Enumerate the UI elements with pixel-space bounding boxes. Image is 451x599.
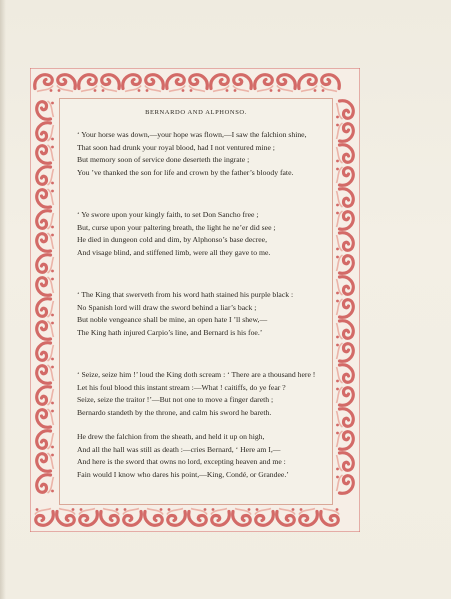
text-panel: [59, 98, 333, 505]
verse-line: But memory soon of service done deserteth the ingrate ;: [77, 155, 250, 164]
binding-shadow: [0, 0, 6, 599]
verse-line: But, curse upon your paltering breath, the light he ne’er did see ;: [77, 222, 276, 232]
verse-line: No Spanish lord will draw the sword behind a liar’s back ;: [77, 302, 257, 312]
verse-line: And all the hall was still as death :—cries Bernard, ‘ Here am I,—: [77, 444, 281, 454]
stanza-4: [77, 369, 339, 419]
verse-line: Let his foul blood this instant stream :—What ! caitiffs, do ye fear ?: [77, 382, 286, 392]
verse-line: He drew the falchion from the sheath, and held it up on high,: [77, 432, 265, 441]
stanza-2: [77, 209, 339, 259]
verse-line: You ’ve thanked the son for life and crown by the father’s bloody fate.: [77, 167, 294, 177]
ornamental-frame: [30, 68, 360, 532]
verse-line: And here is the sword that owns no lord, excepting heaven and me :: [77, 457, 286, 466]
stanza-3: [77, 289, 339, 339]
verse-line: Bernardo standeth by the throne, and calm his sword he bareth.: [77, 407, 272, 417]
verse-line: Fain would I know who dares his point,—King, Condé, or Grandee.’: [77, 469, 289, 479]
verse-line: ‘ Your horse was down,—your hope was flown,—I saw the falchion shine,: [77, 130, 307, 139]
page-heading: BERNARDO AND ALPHONSO.: [145, 109, 247, 116]
verse-line: He died in dungeon cold and dim, by Alphonso’s base decree,: [77, 235, 268, 244]
verse-line: But noble vengeance shall be mine, an open hate I ’ll shew,—: [77, 315, 268, 324]
verse-line: ‘ The King that swerveth from his word hath stained his purple black :: [77, 290, 294, 299]
verse-line: ‘ Seize, seize him !’ loud the King doth scream : ‘ There are a thousand here !: [77, 370, 316, 379]
verse-line: The King hath injured Carpio’s line, and Bernard is his foe.’: [77, 327, 263, 337]
verse-line: Seize, seize the traitor !’—But not one to move a finger dareth ;: [77, 395, 274, 404]
verse-line: And visage blind, and stiffened limb, were all they gave to me.: [77, 247, 271, 257]
verse-line: That soon had drunk your royal blood, had I not ventured mine ;: [77, 142, 275, 152]
stanza-5: [77, 431, 339, 481]
verse-line: ‘ Ye swore upon your kingly faith, to set Don Sancho free ;: [77, 210, 259, 219]
stanza-1: [77, 129, 339, 179]
